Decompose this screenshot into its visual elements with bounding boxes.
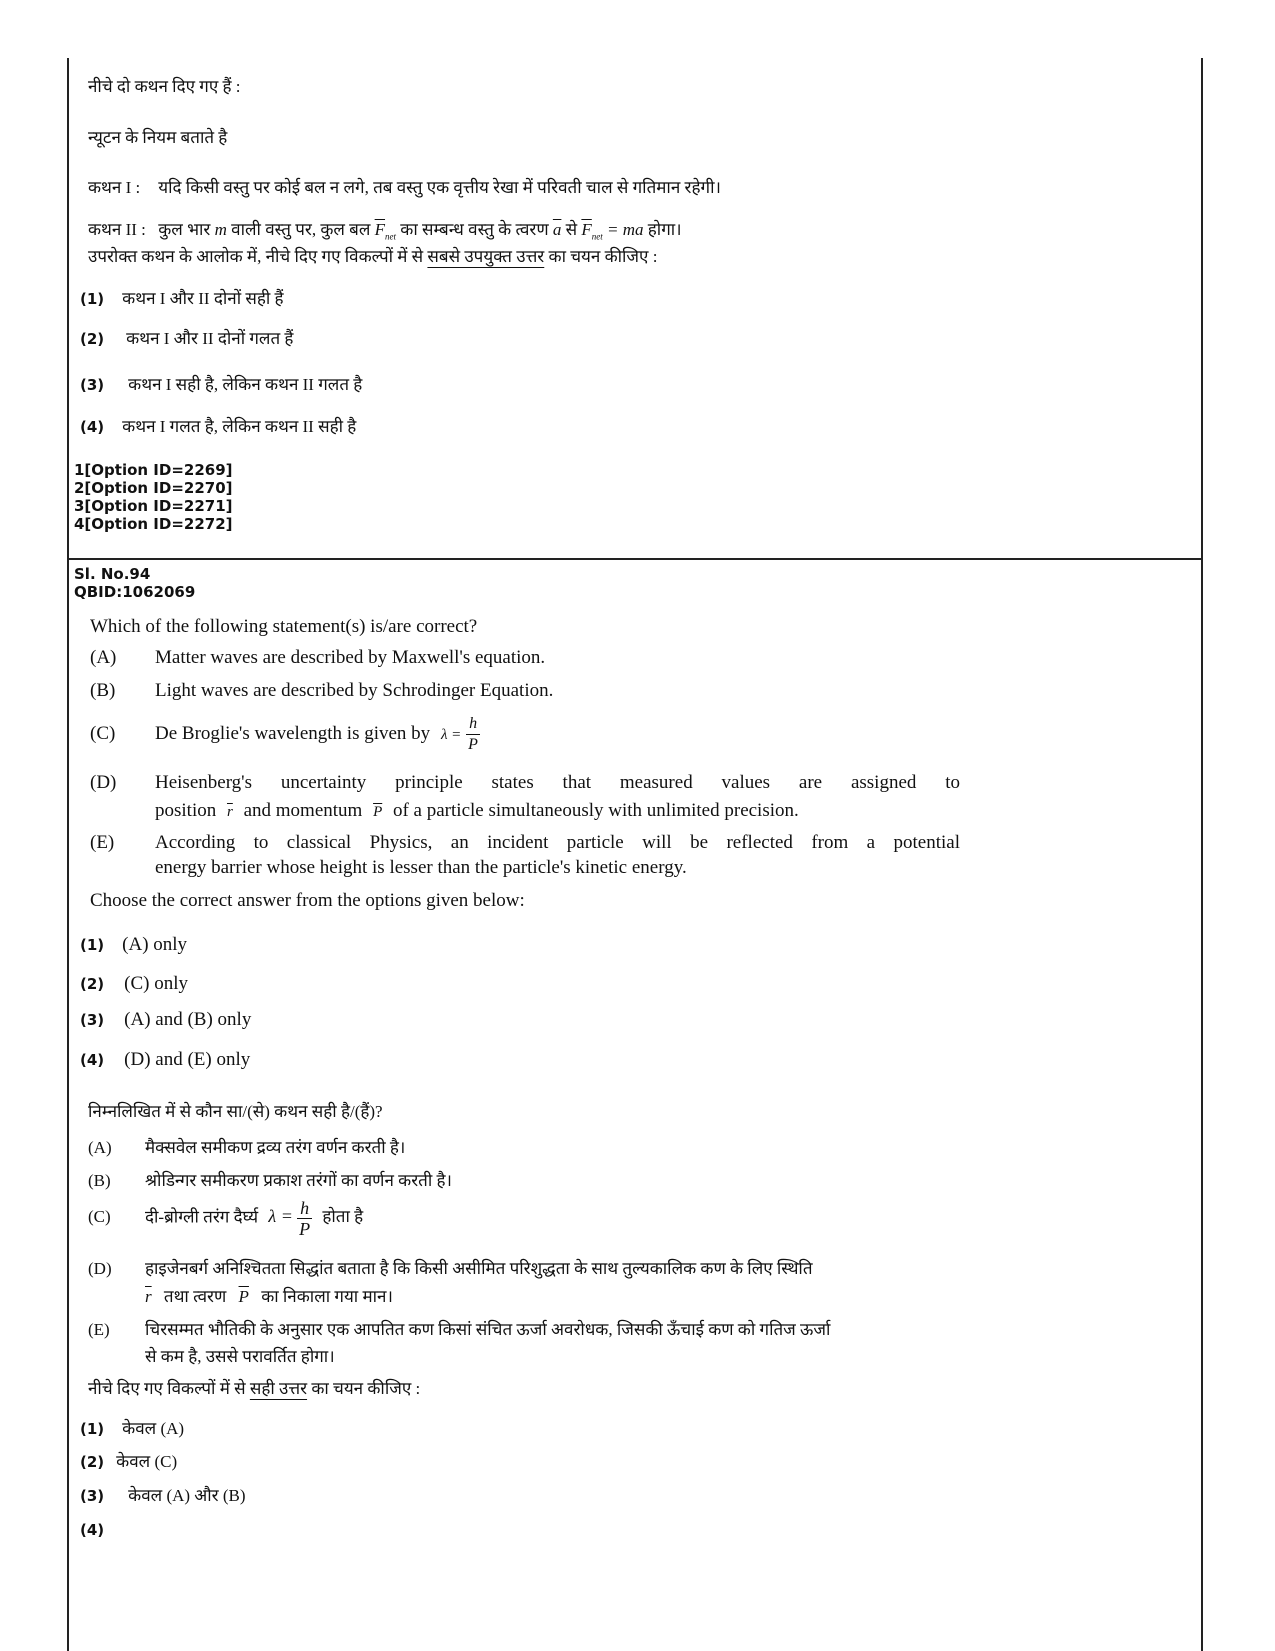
force-symbol xyxy=(375,220,385,239)
option-number: (1) xyxy=(80,290,105,308)
h-over-p-fraction xyxy=(466,714,480,755)
q94-hi-option-1 xyxy=(80,1416,184,1439)
option-text: (A) and (B) only xyxy=(124,1009,252,1030)
q94-hi-statement-d xyxy=(88,1256,813,1279)
h-over-p-fraction xyxy=(297,1198,312,1239)
q94-hi-statement-c xyxy=(88,1198,363,1239)
statement-text: position xyxy=(155,800,217,821)
q93-statement-1 xyxy=(88,175,721,198)
statement-text: Matter waves are described by Maxwell's equation. xyxy=(155,647,546,668)
statement-text: का निकाला गया मान। xyxy=(261,1287,393,1306)
statement-text: होता है xyxy=(322,1207,364,1227)
serial-number: Sl. No.94 xyxy=(74,565,151,583)
instruction-part: का चयन कीजिए : xyxy=(311,1379,421,1398)
instruction-part: का चयन कीजिए : xyxy=(548,247,658,266)
q93-intro: नीचे दो कथन दिए गए हैं : xyxy=(88,77,241,96)
statement-text: De Broglie's wavelength is given by xyxy=(155,722,431,744)
q94-en-question: Which of the following statement(s) is/are correct? xyxy=(90,616,478,637)
statement-text: मैक्सवेल समीकण द्रव्य तरंग वर्णन करती है। xyxy=(145,1138,406,1157)
q94-hi-statement-b xyxy=(88,1168,452,1191)
statement-label: (A) xyxy=(90,647,117,668)
equation: = ma xyxy=(607,220,644,239)
option-id: 3[Option ID=2271] xyxy=(74,497,233,515)
option-id: 1[Option ID=2269] xyxy=(74,461,233,479)
q94-en-statement-e-line-1: According to classical Physics, an incident particle will be reflected from a potential xyxy=(155,832,960,853)
q94-en-choose: Choose the correct answer from the options given below: xyxy=(90,890,525,911)
q94-hi-option-3 xyxy=(80,1483,246,1506)
option-text: कथन I और II दोनों गलत हैं xyxy=(126,329,294,348)
net-subscript: net xyxy=(385,231,397,242)
statement-label: (D) xyxy=(88,1259,112,1278)
option-number: (2) xyxy=(80,975,105,993)
position-vector: $\overline{r}$ xyxy=(226,804,233,820)
q94-header xyxy=(74,565,195,601)
statement-text: हाइजेनबर्ग अनिश्चितता सिद्धांत बताता है कि किसी असीमित परिशुद्धता के साथ तुल्यकालिक कण के लिए स्थिति xyxy=(145,1259,813,1278)
q94-en-statement-d xyxy=(90,772,155,794)
statement-label: (C) xyxy=(90,722,116,744)
right-border xyxy=(1201,58,1203,1651)
option-text: (D) and (E) only xyxy=(124,1049,251,1070)
option-text: (A) only xyxy=(122,934,188,955)
fraction-numerator: h xyxy=(297,1198,312,1219)
statement-label: (B) xyxy=(88,1171,111,1190)
q94-en-option-2 xyxy=(80,973,188,995)
option-number: (1) xyxy=(80,936,105,954)
statement-text: and momentum xyxy=(243,800,363,821)
fraction-denominator: P xyxy=(468,736,478,753)
statement-label: (B) xyxy=(90,680,116,701)
option-number: (4) xyxy=(80,1521,105,1539)
statement-1-label: कथन I : xyxy=(88,178,141,197)
net-subscript-2: net xyxy=(591,231,603,242)
instruction-part: उपरोक्त कथन के आलोक में, नीचे दिए गए विकल्पों में से xyxy=(88,247,424,266)
force-symbol-2: $\overline{F}$ xyxy=(581,220,592,239)
q94-hi-instruction xyxy=(88,1376,420,1399)
q93-context: न्यूटन के नियम बताते है xyxy=(88,128,228,147)
q93-statement-2 xyxy=(88,217,682,241)
option-number: (1) xyxy=(80,1420,105,1438)
option-id: 4[Option ID=2272] xyxy=(74,515,233,533)
statement-2-label: कथन II : xyxy=(88,220,146,239)
statement-text: चिरसम्मत भौतिकी के अनुसार एक आपतित कण किसां संचित ऊर्जा अवरोधक, जिसकी ऊँचाई कण को गतिज ऊर्जा xyxy=(145,1320,831,1339)
question-divider xyxy=(68,558,1203,560)
acceleration-symbol: $\overline{a}$ xyxy=(552,220,562,239)
q94-hi-question: निम्नलिखित में से कौन सा/(से) कथन सही है/(हैं)? xyxy=(88,1102,383,1121)
position-vector: $\overline{r}$ xyxy=(145,1287,152,1306)
statement-text: श्रोडिन्गर समीकरण प्रकाश तरंगों का वर्णन करती है। xyxy=(145,1171,452,1190)
option-id: 2[Option ID=2270] xyxy=(74,479,233,497)
statement-2-part: का सम्बन्ध वस्तु के त्वरण xyxy=(400,220,549,239)
q93-option-4 xyxy=(80,414,356,437)
mass-symbol: m xyxy=(214,220,227,239)
option-text: कथन I और II दोनों सही हैं xyxy=(122,289,284,308)
q94-en-statement-b xyxy=(90,680,553,702)
statement-2-part: वाली वस्तु पर, कुल बल xyxy=(231,220,371,239)
option-text: केवल (C) xyxy=(116,1452,178,1471)
instruction-underlined: सही उत्तर xyxy=(249,1379,308,1398)
q94-en-option-4 xyxy=(80,1049,250,1071)
lambda-equals: λ = xyxy=(268,1206,293,1227)
q94-hi-statement-a xyxy=(88,1135,405,1158)
fraction-numerator: h xyxy=(466,714,480,735)
q93-option-2 xyxy=(80,326,293,349)
statement-text: Light waves are described by Schrodinger Equation. xyxy=(155,680,554,701)
instruction-part: नीचे दिए गए विकल्पों में से xyxy=(88,1379,246,1398)
q94-en-statement-d-line-2 xyxy=(155,800,799,822)
q94-en-statement-c xyxy=(90,714,480,755)
q94-hi-statement-e-line-2: से कम है, उससे परावर्तित होगा। xyxy=(145,1347,335,1366)
statement-label: (E) xyxy=(90,832,115,853)
q94-en-statement-a xyxy=(90,647,545,669)
statement-2-part: से xyxy=(565,220,578,239)
q93-option-ids xyxy=(74,461,233,533)
option-number: (4) xyxy=(80,418,105,436)
momentum-vector: $\overline{P}$ xyxy=(373,804,383,820)
q93-option-3 xyxy=(80,372,362,395)
option-text: (C) only xyxy=(124,973,189,994)
option-number: (3) xyxy=(80,1487,105,1505)
fraction-denominator: P xyxy=(299,1219,311,1239)
left-border xyxy=(67,58,69,1651)
q93-option-1 xyxy=(80,286,284,309)
option-number: (2) xyxy=(80,330,105,348)
statement-1-text: यदि किसी वस्तु पर कोई बल न लगे, तब वस्तु एक वृत्तीय रेखा में परिवती चाल से गतिमान रहेगी। xyxy=(158,178,721,197)
lambda-equals: λ = xyxy=(440,726,462,743)
option-text: केवल (A) और (B) xyxy=(128,1486,246,1505)
momentum-vector: $\overline{P}$ xyxy=(238,1287,249,1306)
option-text: कथन I सही है, लेकिन कथन II गलत है xyxy=(128,375,363,394)
q94-en-statement-e-line-2: energy barrier whose height is lesser than the particle's kinetic energy. xyxy=(155,857,687,878)
option-text: केवल (A) xyxy=(122,1419,185,1438)
option-number: (3) xyxy=(80,1011,105,1029)
q94-hi-statement-e xyxy=(88,1317,830,1340)
q94-en-option-3 xyxy=(80,1009,251,1031)
statement-2-part: कुल भार xyxy=(158,220,211,239)
q94-hi-option-4 xyxy=(80,1520,118,1540)
statement-text: of a particle simultaneously with unlimited precision. xyxy=(392,800,799,821)
q93-instruction xyxy=(88,244,657,267)
q94-en-statement-e xyxy=(90,832,155,854)
statement-label: (A) xyxy=(88,1138,112,1157)
statement-text: दी-ब्रोग्ली तरंग दैर्घ्य xyxy=(145,1207,259,1227)
q94-en-statement-d-line-1: Heisenberg's uncertainty principle states that measured values are assigned to xyxy=(155,772,960,793)
q94-en-option-1 xyxy=(80,934,187,956)
q94-hi-statement-d-line-2 xyxy=(145,1284,393,1307)
statement-text: तथा त्वरण xyxy=(163,1287,227,1306)
option-number: (2) xyxy=(80,1453,105,1471)
q94-hi-option-2 xyxy=(80,1449,177,1472)
force-letter: $\overline{F}$ xyxy=(374,220,386,239)
option-number: (3) xyxy=(80,376,105,394)
statement-label: (C) xyxy=(88,1207,111,1227)
option-number: (4) xyxy=(80,1051,105,1069)
question-bank-id: QBID:1062069 xyxy=(74,583,196,601)
statement-2-part: होगा। xyxy=(647,220,682,239)
option-text: कथन I गलत है, लेकिन कथन II सही है xyxy=(122,417,357,436)
statement-label: (E) xyxy=(88,1320,110,1339)
statement-label: (D) xyxy=(90,772,117,793)
instruction-underlined: सबसे उपयुक्त उत्तर xyxy=(427,247,545,266)
